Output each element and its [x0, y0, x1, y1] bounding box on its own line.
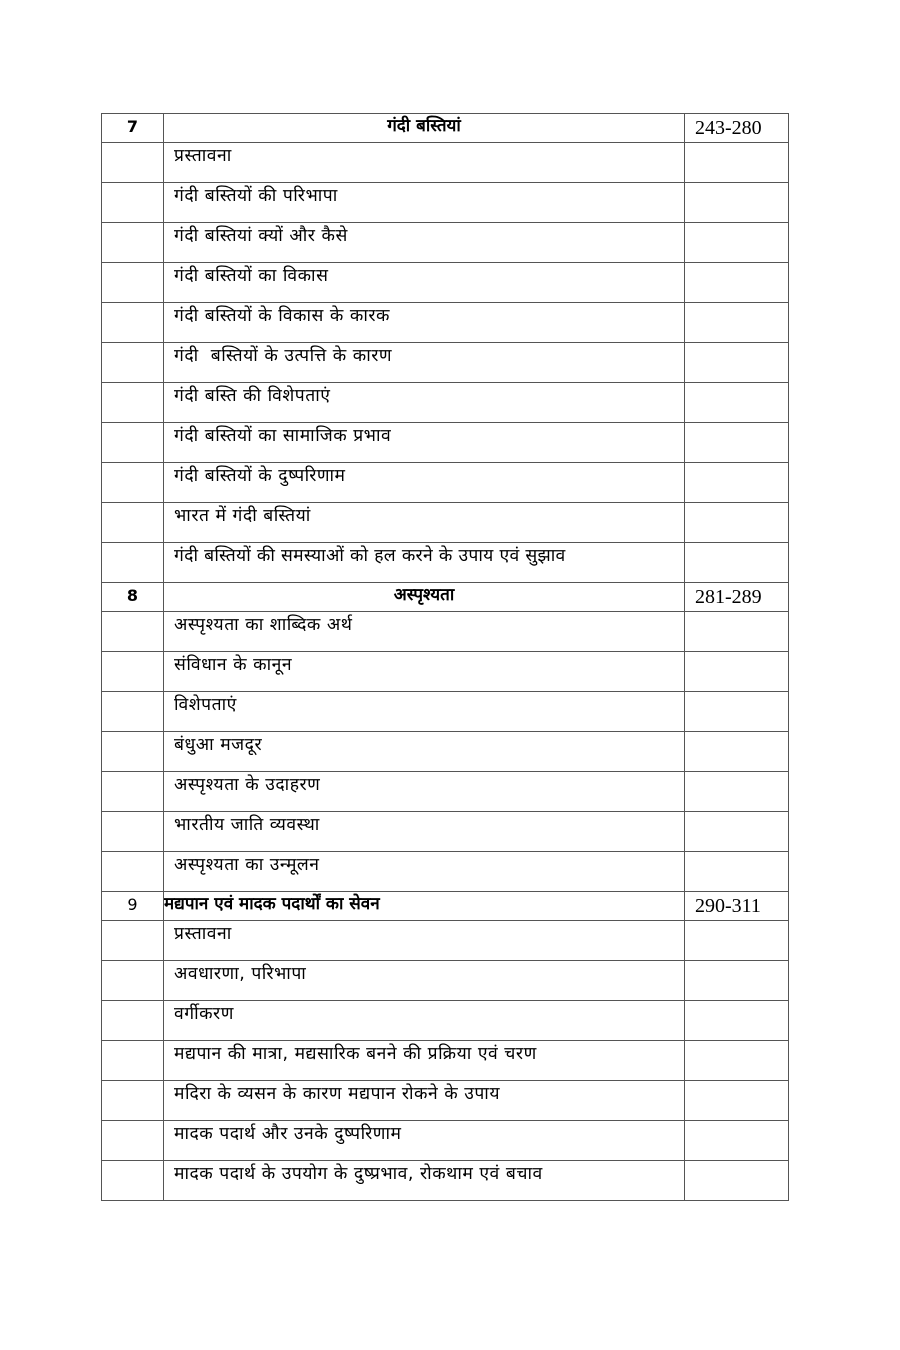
empty-cell	[685, 692, 789, 732]
empty-cell	[102, 732, 164, 772]
topic-row	[102, 263, 789, 303]
topic-row	[102, 1081, 789, 1121]
chapter-row	[102, 114, 789, 143]
empty-cell	[685, 1041, 789, 1081]
empty-cell	[102, 463, 164, 503]
chapter-title: मद्यपान एवं मादक पदार्थों का सेवन	[164, 892, 685, 921]
topic-text: गंदी बस्तियों का सामाजिक प्रभाव	[164, 423, 685, 463]
topic-row	[102, 692, 789, 732]
topic-text: भारत में गंदी बस्तियां	[164, 503, 685, 543]
topic-row	[102, 921, 789, 961]
empty-cell	[102, 921, 164, 961]
topic-text: गंदी बस्तियों की समस्याओं को हल करने के उपाय एवं सुझाव	[164, 543, 685, 583]
empty-cell	[685, 263, 789, 303]
topic-text: भारतीय जाति व्यवस्था	[164, 812, 685, 852]
topic-row	[102, 812, 789, 852]
topic-row	[102, 852, 789, 892]
topic-row	[102, 1161, 789, 1201]
empty-cell	[685, 652, 789, 692]
empty-cell	[685, 503, 789, 543]
topic-row	[102, 1001, 789, 1041]
empty-cell	[102, 852, 164, 892]
empty-cell	[102, 961, 164, 1001]
empty-cell	[685, 383, 789, 423]
empty-cell	[102, 1161, 164, 1201]
empty-cell	[685, 543, 789, 583]
empty-cell	[685, 1001, 789, 1041]
empty-cell	[685, 1161, 789, 1201]
chapter-title: गंदी बस्तियां	[164, 114, 685, 143]
topic-text: वर्गीकरण	[164, 1001, 685, 1041]
page-range: 281-289	[685, 583, 789, 612]
topic-row	[102, 1041, 789, 1081]
empty-cell	[102, 612, 164, 652]
topic-text: अस्पृश्यता के उदाहरण	[164, 772, 685, 812]
page-range: 243-280	[685, 114, 789, 143]
empty-cell	[102, 143, 164, 183]
topic-text: गंदी बस्तियों का विकास	[164, 263, 685, 303]
empty-cell	[685, 852, 789, 892]
empty-cell	[102, 543, 164, 583]
empty-cell	[685, 612, 789, 652]
topic-text: गंदी बस्तियां क्यों और कैसे	[164, 223, 685, 263]
empty-cell	[102, 1001, 164, 1041]
empty-cell	[102, 263, 164, 303]
contents-table	[101, 113, 789, 1201]
empty-cell	[102, 1121, 164, 1161]
empty-cell	[685, 463, 789, 503]
empty-cell	[102, 1081, 164, 1121]
empty-cell	[685, 303, 789, 343]
topic-text: अस्पृश्यता का शाब्दिक अर्थ	[164, 612, 685, 652]
topic-row	[102, 223, 789, 263]
empty-cell	[685, 772, 789, 812]
empty-cell	[685, 1081, 789, 1121]
topic-text: विशेपताएं	[164, 692, 685, 732]
topic-text: मद्यपान की मात्रा, मद्यसारिक बनने की प्रक्रिया एवं चरण	[164, 1041, 685, 1081]
topic-text: संविधान के कानून	[164, 652, 685, 692]
empty-cell	[102, 652, 164, 692]
empty-cell	[102, 343, 164, 383]
topic-row	[102, 772, 789, 812]
topic-text: गंदी बस्तियों की परिभापा	[164, 183, 685, 223]
topic-row	[102, 1121, 789, 1161]
topic-text: मादक पदार्थ के उपयोग के दुष्प्रभाव, रोकथाम एवं बचाव	[164, 1161, 685, 1201]
topic-text: प्रस्तावना	[164, 143, 685, 183]
chapter-row	[102, 892, 789, 921]
topic-text: बंधुआ मजदूर	[164, 732, 685, 772]
empty-cell	[102, 772, 164, 812]
page-range: 290-311	[685, 892, 789, 921]
topic-text: प्रस्तावना	[164, 921, 685, 961]
chapter-number: 9	[102, 892, 164, 921]
topic-text: मदिरा के व्यसन के कारण मद्यपान रोकने के उपाय	[164, 1081, 685, 1121]
chapter-number: 7	[102, 114, 164, 143]
empty-cell	[102, 183, 164, 223]
empty-cell	[102, 503, 164, 543]
topic-row	[102, 383, 789, 423]
chapter-row	[102, 583, 789, 612]
topic-text: गंदी बस्ति की विशेपताएं	[164, 383, 685, 423]
topic-row	[102, 543, 789, 583]
empty-cell	[685, 423, 789, 463]
topic-row	[102, 183, 789, 223]
topic-row	[102, 463, 789, 503]
chapter-number: 8	[102, 583, 164, 612]
empty-cell	[685, 732, 789, 772]
chapter-title: अस्पृश्यता	[164, 583, 685, 612]
empty-cell	[102, 812, 164, 852]
empty-cell	[685, 961, 789, 1001]
topic-row	[102, 303, 789, 343]
empty-cell	[102, 383, 164, 423]
empty-cell	[685, 921, 789, 961]
empty-cell	[685, 1121, 789, 1161]
topic-row	[102, 612, 789, 652]
topic-row	[102, 732, 789, 772]
empty-cell	[102, 303, 164, 343]
empty-cell	[685, 143, 789, 183]
topic-row	[102, 503, 789, 543]
empty-cell	[685, 812, 789, 852]
topic-text: गंदी बस्तियों के विकास के कारक	[164, 303, 685, 343]
empty-cell	[102, 223, 164, 263]
empty-cell	[102, 692, 164, 732]
topic-row	[102, 143, 789, 183]
empty-cell	[685, 343, 789, 383]
topic-row	[102, 961, 789, 1001]
topic-text: मादक पदार्थ और उनके दुष्परिणाम	[164, 1121, 685, 1161]
empty-cell	[102, 423, 164, 463]
topic-text: गंदी बस्तियों के दुष्परिणाम	[164, 463, 685, 503]
topic-row	[102, 343, 789, 383]
topic-text: गंदी बस्तियों के उत्पत्ति के कारण	[164, 343, 685, 383]
empty-cell	[685, 223, 789, 263]
topic-text: अवधारणा, परिभापा	[164, 961, 685, 1001]
topic-text: अस्पृश्यता का उन्मूलन	[164, 852, 685, 892]
empty-cell	[685, 183, 789, 223]
topic-row	[102, 423, 789, 463]
empty-cell	[102, 1041, 164, 1081]
topic-row	[102, 652, 789, 692]
